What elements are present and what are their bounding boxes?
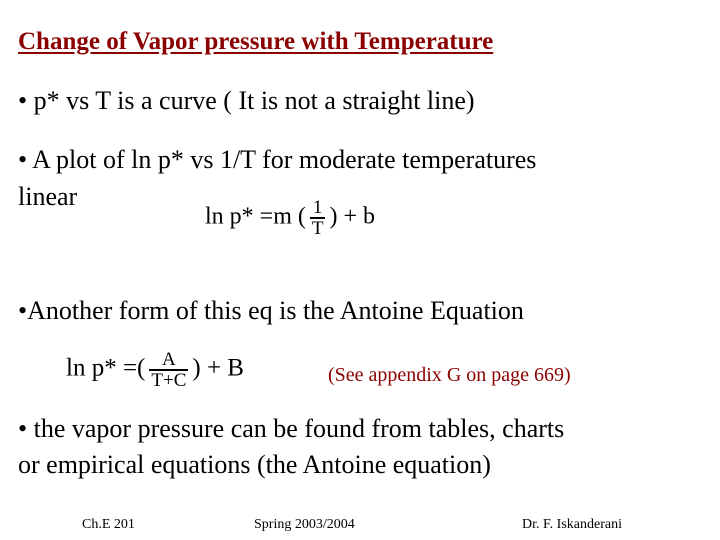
bullet-curve: • p* vs T is a curve ( It is not a straight line): [18, 86, 475, 115]
linear-equation-left: ln p* =m (: [205, 203, 306, 230]
antoine-equation-left: ln p* =(: [66, 354, 146, 382]
fraction-denominator: T+C: [151, 370, 187, 391]
antoine-equation-right: ) + B: [192, 354, 244, 382]
fraction-a-over-tc: [149, 350, 188, 390]
bullet-vapor-sources-cont: or empirical equations (the Antoine equation): [18, 450, 491, 479]
linear-equation-right: ) + b: [329, 203, 376, 230]
slide-title: Change of Vapor pressure with Temperature: [18, 28, 494, 55]
fraction-numerator: 1: [310, 198, 326, 219]
fraction-numerator: A: [149, 350, 188, 371]
bullet-ln-plot-linear: linear: [18, 182, 78, 211]
fraction-denominator: T: [311, 218, 324, 239]
fraction-one-over-t: [310, 198, 326, 238]
antoine-equation: [66, 350, 244, 390]
footer-term: Spring 2003/2004: [254, 517, 355, 532]
bullet-vapor-sources: • the vapor pressure can be found from tables, charts: [18, 414, 565, 443]
linear-equation: [205, 198, 375, 238]
footer-course: Ch.E 201: [82, 517, 135, 532]
bullet-antoine-form: •Another form of this eq is the Antoine Equation: [18, 296, 524, 325]
bullet-ln-plot: • A plot of ln p* vs 1/T for moderate temperatures: [18, 145, 537, 174]
appendix-note: (See appendix G on page 669): [328, 364, 571, 386]
footer-author: Dr. F. Iskanderani: [522, 517, 622, 532]
